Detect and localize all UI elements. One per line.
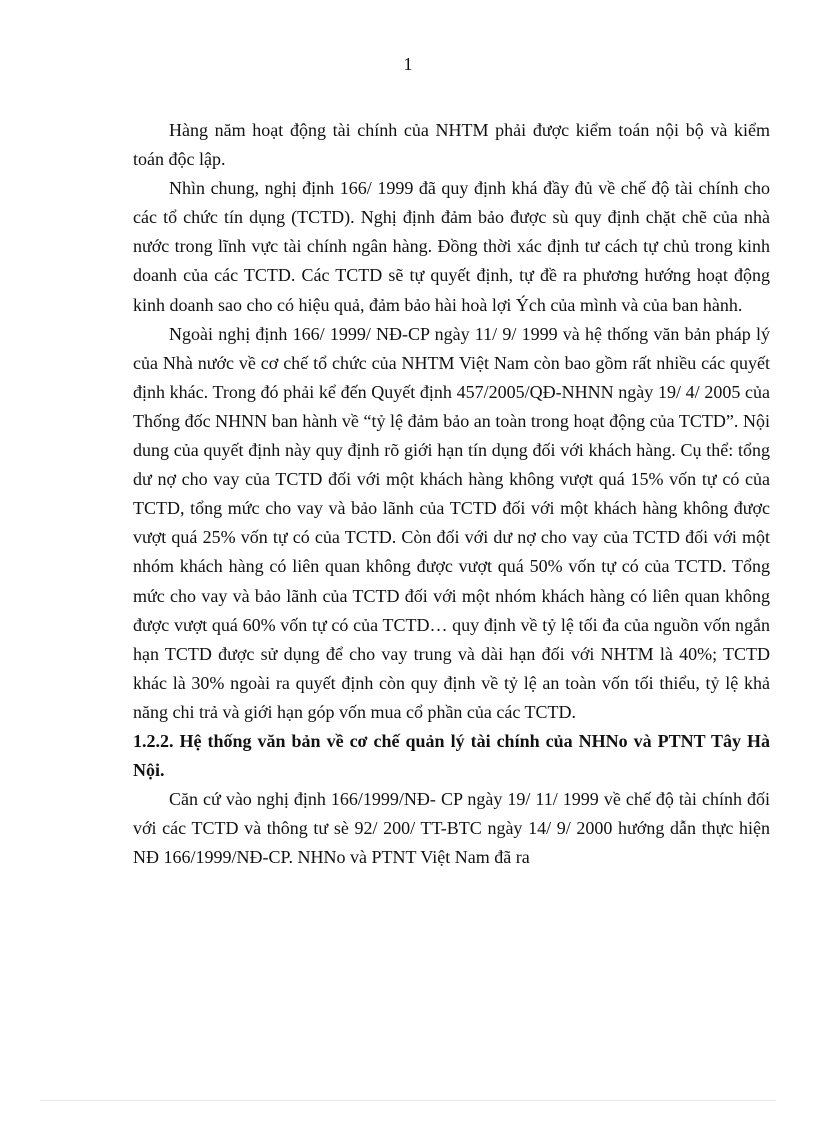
section-heading: 1.2.2. Hệ thống văn bản về cơ chế quản lý tài chính của NHNo và PTNT Tây Hà Nội.: [133, 730, 770, 781]
paragraph-basis: Căn cứ vào nghị định 166/1999/NĐ- CP ngày 19/ 11/ 1999 về chế độ tài chính đối với các TCTD và thông tư sè 92/ 200/ TT-BTC ngày 14/ 9/ 2000 hướng dẫn thực hiện NĐ 166/1999/NĐ-CP. NHNo và PTNT Việt Nam đã ra: [133, 789, 770, 868]
paragraph-audit: Hàng năm hoạt động tài chính của NHTM phải được kiểm toán nội bộ và kiểm toán độc lập.: [133, 120, 770, 170]
paragraph-credit-limits: Ngoài nghị định 166/ 1999/ NĐ-CP ngày 11/ 9/ 1999 và hệ thống văn bản pháp lý của Nhà nước về cơ chế tổ chức của NHTM Việt Nam còn bao gồm rất nhiều các quyết định khác. Trong đó phải kể đến Quyết định 457/2005/QĐ-NHNN ngày 19/ 4/ 2005 của Thống đốc NHNN ban hành về “tỷ lệ đảm bảo an toàn trong hoạt động của TCTD”. Nội dung của quyết định này quy định rõ giới hạn tín dụng đối với khách hàng. Cụ thể: tổng dư nợ cho vay của TCTD đối với một khách hàng không vượt quá 15% vốn tự có của TCTD, tổng mức cho vay và bảo lãnh của TCTD đối với một khách hàng không được vượt quá 25% vốn tự có của TCTD. Còn đối với dư nợ cho vay của TCTD đối với một nhóm khách hàng có liên quan không được vượt quá 50% vốn tự có của TCTD. Tổng mức cho vay và bảo lãnh của TCTD đối với một nhóm khách hàng có liên quan không được vượt quá 60% vốn tự có của TCTD… quy định về tỷ lệ tối đa của nguồn vốn ngắn hạn TCTD được sử dụng để cho vay trung và dài hạn đối với NHTM là 40%; TCTD khác là 30% ngoài ra quyết định còn quy định về tỷ lệ an toàn vốn tối thiểu, tỷ lệ khả năng chi trả và giới hạn góp vốn mua cổ phần của các TCTD.: [133, 323, 770, 722]
page-body: [133, 116, 770, 872]
page-number: 1: [403, 54, 413, 74]
page-bottom-divider: [40, 1100, 776, 1101]
paragraph-decree-summary: Nhìn chung, nghị định 166/ 1999 đã quy định khá đầy đủ về chế độ tài chính cho các tổ chức tín dụng (TCTD). Nghị định đảm bảo được sù quy định chặt chẽ của nhà nước trong lĩnh vực tài chính ngân hàng. Đồng thời xác định tư cách tự chủ trong kinh doanh của các TCTD. Các TCTD sẽ tự quyết định, tự đề ra phương hướng hoạt động kinh doanh sao cho có hiệu quả, đảm bảo hài hoà lợi Ých của mình và của ban hành.: [133, 178, 770, 315]
